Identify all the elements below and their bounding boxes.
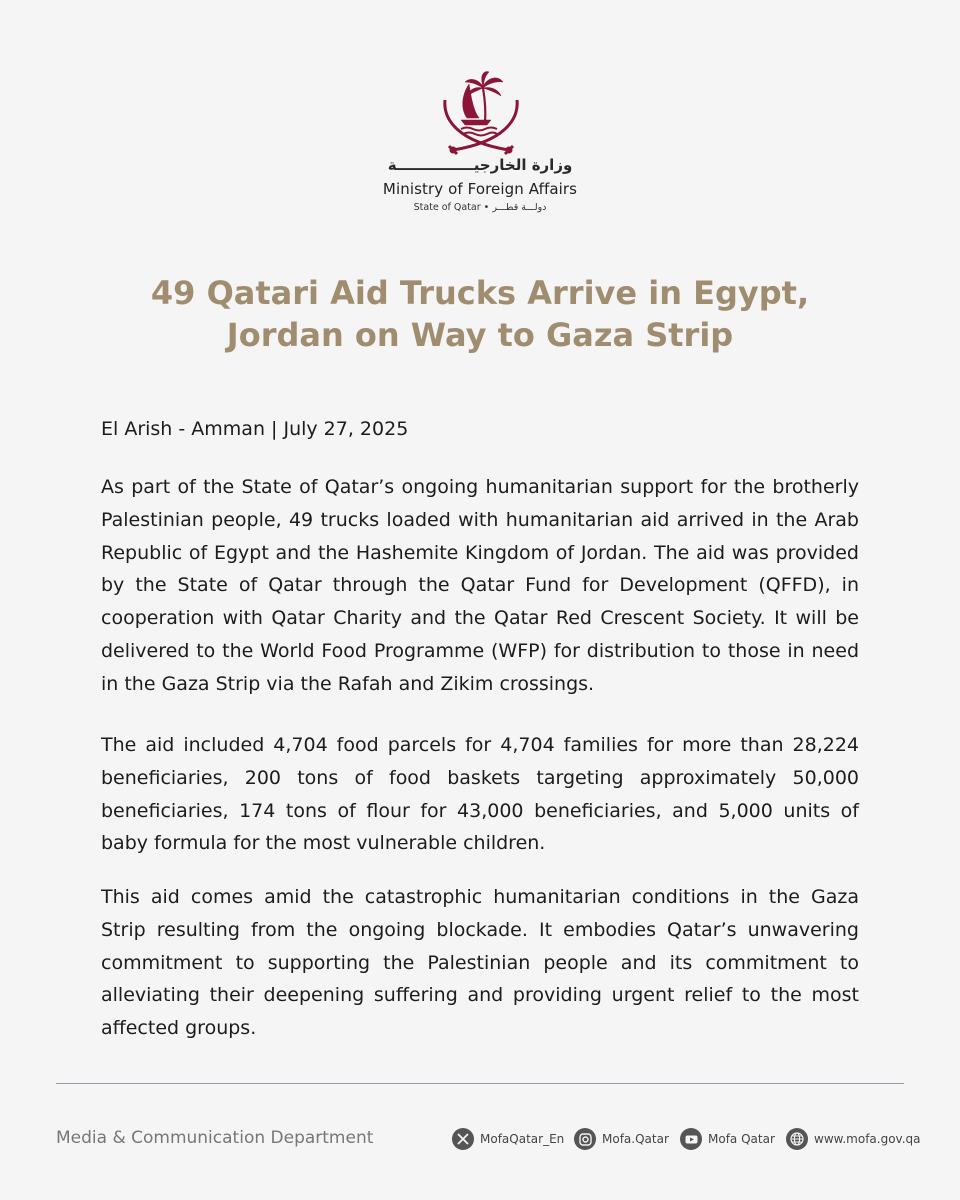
state-of-qatar-label: State of Qatar • دولـــة قطـــر xyxy=(413,202,547,213)
website-label: www.mofa.gov.qa xyxy=(814,1132,921,1146)
social-x-link[interactable] xyxy=(452,1124,564,1154)
social-instagram-link[interactable] xyxy=(574,1124,669,1154)
ministry-name-arabic: وزارة الخارجيـــــــــــــــة xyxy=(387,156,573,174)
article-title-line-2: Jordan on Way to Gaza Strip xyxy=(226,316,734,354)
social-x-label: MofaQatar_En xyxy=(480,1132,565,1146)
website-link[interactable] xyxy=(786,1124,921,1154)
x-icon xyxy=(452,1128,474,1150)
ministry-name-english: Ministry of Foreign Affairs xyxy=(382,180,578,198)
department-label: Media & Communication Department xyxy=(56,1128,374,1148)
social-youtube-link[interactable] xyxy=(680,1124,775,1154)
qatar-emblem-icon xyxy=(439,70,523,156)
youtube-icon xyxy=(680,1128,702,1150)
instagram-icon xyxy=(574,1128,596,1150)
social-youtube-label: Mofa Qatar xyxy=(708,1132,775,1146)
paragraph-2: The aid included 4,704 food parcels for 4,704 families for more than 28,224 beneficiaries, 200 tons of food baskets targeting approximately 50,000 beneficiaries, 174 tons of flour for 43,000 beneficiaries, and 5,000 units of baby formula for the most vulnerable children. xyxy=(101,734,859,855)
article-title xyxy=(80,272,880,356)
globe-icon xyxy=(786,1128,808,1150)
social-instagram-label: Mofa.Qatar xyxy=(602,1132,669,1146)
paragraph-1: As part of the State of Qatar’s ongoing humanitarian support for the brotherly Palestinian people, 49 trucks loaded with humanitarian aid arrived in the Arab Republic of Egypt and the Hashemite Kingdom of Jordan. The aid was provided by the State of Qatar through the Qatar Fund for Development (QFFD), in cooperation with Qatar Charity and the Qatar Red Crescent Society. It will be delivered to the World Food Programme (WFP) for distribution to those in need in the Gaza Strip via the Rafah and Zikim crossings. xyxy=(101,476,859,695)
article-title-line-1: 49 Qatari Aid Trucks Arrive in Egypt, xyxy=(150,274,810,312)
dateline: El Arish - Amman | July 27, 2025 xyxy=(101,418,409,440)
paragraph-3: This aid comes amid the catastrophic humanitarian conditions in the Gaza Strip resulting from the ongoing blockade. It embodies Qatar’s unwavering commitment to supporting the Palestinian people and its commitment to alleviating their deepening suffering and providing urgent relief to the most affected groups. xyxy=(101,886,859,1040)
footer-divider xyxy=(56,1083,904,1084)
